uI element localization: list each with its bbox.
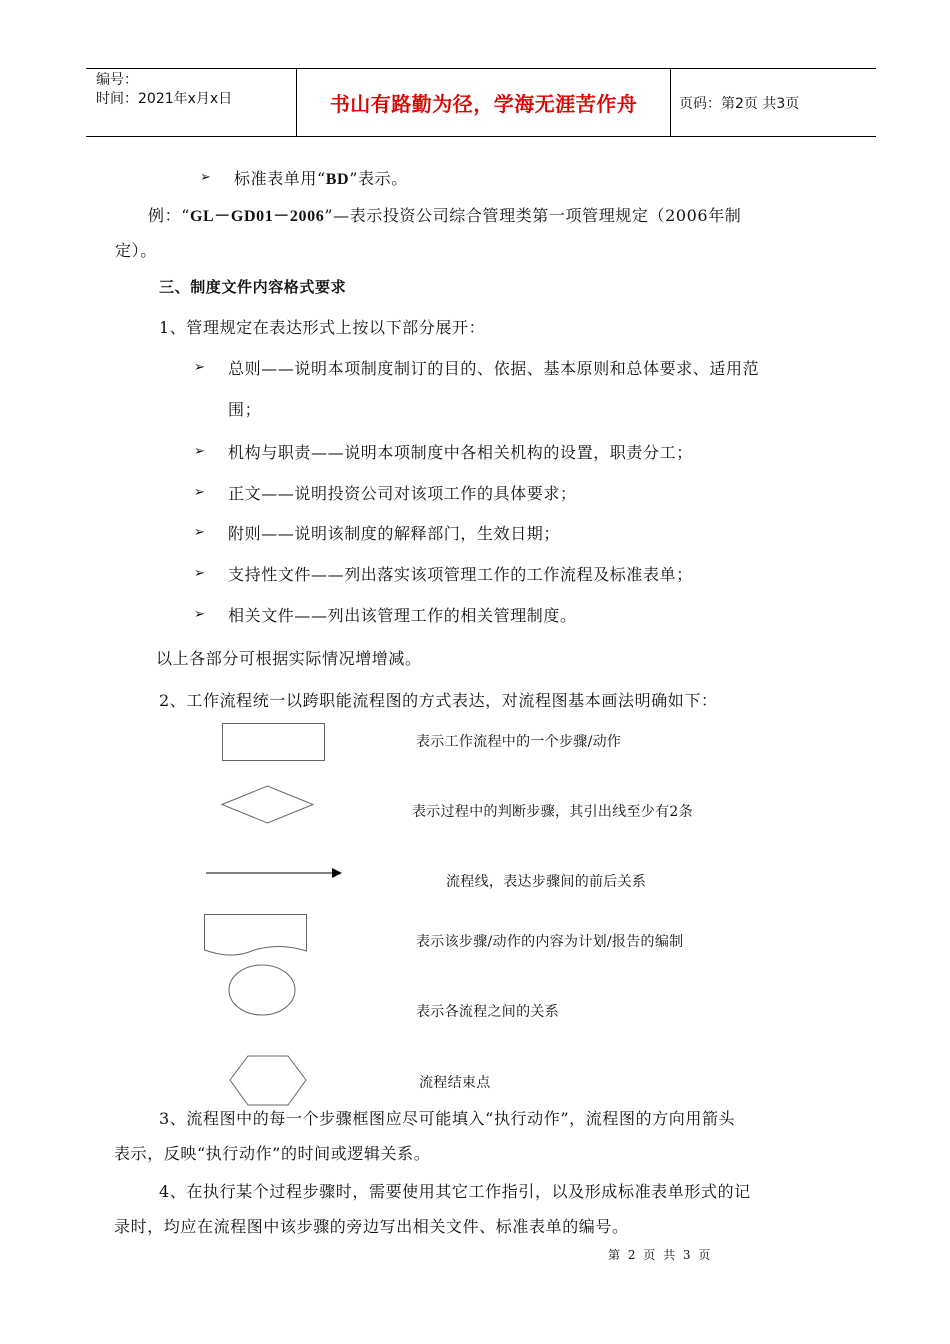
- legend-rectangle-label: 表示工作流程中的一个步骤/动作: [416, 734, 622, 750]
- legend-diamond-label: 表示过程中的判断步骤，其引出线至少有2条: [412, 804, 693, 820]
- item-3-line-1: 3、流程图中的每一个步骤框图应尽可能填入“执行动作”，流程图的方向用箭头: [159, 1109, 736, 1128]
- legend-arrow-label: 流程线，表达步骤间的前后关系: [446, 874, 647, 890]
- item-3-line-2: 表示，反映“执行动作”的时间或逻辑关系。: [114, 1144, 431, 1163]
- example-prefix: 例：“: [148, 206, 190, 225]
- bullet-main-text: 正文——说明投资公司对该项工作的具体要求；: [228, 484, 577, 503]
- bullet-related-docs: 相关文件——列出该管理工作的相关管理制度。: [228, 606, 577, 625]
- bd-form-line: [234, 166, 408, 189]
- bullet-arrow-icon: ➢: [200, 170, 211, 185]
- diamond-decision-icon: [221, 785, 315, 825]
- bullet-arrow-icon: ➢: [194, 566, 205, 581]
- item-2-text: 2、工作流程统一以跨职能流程图的方式表达，对流程图基本画法明确如下：: [159, 691, 718, 710]
- bullet-arrow-icon: ➢: [194, 485, 205, 500]
- bd-code: BD: [325, 171, 350, 188]
- hexagon-end-icon: [229, 1055, 309, 1107]
- item-4-line-1: 4、在执行某个过程步骤时，需要使用其它工作指引，以及形成标准表单形式的记: [159, 1182, 751, 1201]
- legend-document-label: 表示该步骤/动作的内容为计划/报告的编制: [416, 934, 684, 950]
- example-code: GL－GD01－2006: [189, 208, 325, 225]
- header-left-cell: [86, 69, 297, 136]
- bullet-supplementary: 附则——说明该制度的解释部门，生效日期；: [228, 524, 561, 543]
- bullet-general: 总则——说明本项制度制订的目的、依据、基本原则和总体要求、适用范: [228, 359, 760, 378]
- item-4-line-2: 录时，均应在流程图中该步骤的旁边写出相关文件、标准表单的编号。: [114, 1217, 629, 1236]
- legend-ellipse-label: 表示各流程之间的关系: [416, 1004, 559, 1020]
- bd-line-prefix: 标准表单用“: [234, 169, 326, 188]
- header-motto: 书山有路勤为径，学海无涯苦作舟: [297, 69, 671, 136]
- bullet-arrow-icon: ➢: [194, 607, 205, 622]
- header-page-info: 页码：第2页 共3页: [679, 95, 800, 112]
- rectangle-step-icon: [222, 723, 326, 763]
- flow-arrow-icon: [206, 866, 346, 880]
- page-footer: 第 2 页 共 3 页: [608, 1248, 713, 1262]
- example-line: [148, 203, 741, 226]
- legend-hexagon-label: 流程结束点: [419, 1075, 491, 1091]
- bullet-arrow-icon: ➢: [194, 444, 205, 459]
- bullet-organization: 机构与职责——说明本项制度中各相关机构的设置，职责分工；: [228, 443, 693, 462]
- example-text: ”—表示投资公司综合管理类第一项管理规定（2006年制: [324, 206, 742, 225]
- bd-line-suffix: ”表示。: [349, 169, 408, 188]
- document-report-icon: [204, 914, 308, 958]
- bullet-general-continuation: 围；: [228, 400, 262, 419]
- example-continuation: 定）。: [115, 241, 157, 260]
- ellipse-connector-icon: [228, 964, 298, 1018]
- document-number-label: 编号：: [96, 72, 138, 88]
- summary-text: 以上各部分可根据实际情况增增减。: [156, 649, 422, 668]
- item-1-text: 1、管理规定在表达形式上按以下部分展开：: [159, 318, 486, 337]
- bullet-arrow-icon: ➢: [194, 360, 205, 375]
- page-header: [86, 68, 876, 137]
- bullet-arrow-icon: ➢: [194, 525, 205, 540]
- section-heading: 三、制度文件内容格式要求: [159, 278, 347, 296]
- bullet-supporting-docs: 支持性文件——列出落实该项管理工作的工作流程及标准表单；: [228, 565, 693, 584]
- document-time-label: 时间：2021年x月x日: [96, 91, 233, 107]
